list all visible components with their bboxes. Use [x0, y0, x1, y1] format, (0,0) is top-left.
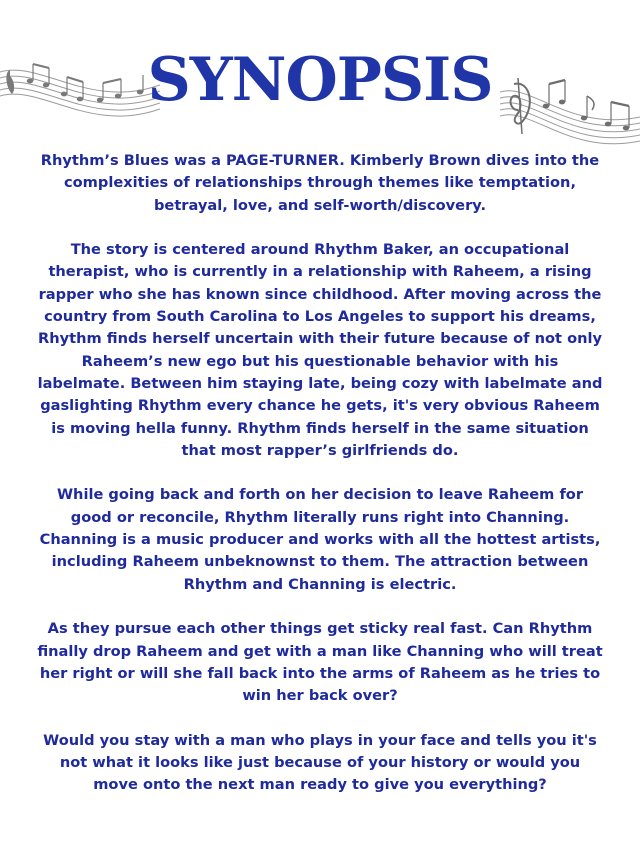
- synopsis-paragraph: The story is centered around Rhythm Baker, an occupational therapist, who is currently in a relationship with Raheem, a rising rapper who she has known since childhood. After moving across the country from South Carolina to Los Angeles to support his dreams, Rhythm finds herself uncertain with their future because of not only Raheem’s new ego but his questionable behavior with his labelmate. Between him staying late, being cozy with labelmate and gaslighting Rhythm every chance he gets, it's very obvious Raheem is moving hella funny. Rhythm finds herself in the same situation that most rapper’s girlfriends do.: [37, 241, 603, 459]
- synopsis-paragraph: While going back and forth on her decision to leave Raheem for good or reconcile, Rhythm literally runs right into Channing. Channing is a music producer and works with all the hottest artists, including Raheem unbeknownst to them. The attraction between Rhythm and Channing is electric.: [39, 486, 601, 593]
- page-title: SYNOPSIS: [147, 45, 493, 115]
- synopsis-paragraph: As they pursue each other things get sticky real fast. Can Rhythm finally drop Raheem and get with a man like Channing who will treat her right or will she fall back into the arms of Raheem as he tries to win her back over?: [37, 620, 603, 705]
- synopsis-paragraph: Rhythm’s Blues was a PAGE-TURNER. Kimberly Brown dives into the complexities of relationships through themes like temptation, betrayal, love, and self-worth/discovery.: [40, 152, 600, 214]
- music-staff-notes-icon: [500, 62, 640, 147]
- synopsis-paragraph: Would you stay with a man who plays in your face and tells you it's not what it looks like just because of your history or would you move onto the next man ready to give you everything?: [43, 731, 597, 794]
- synopsis-body: [36, 150, 604, 819]
